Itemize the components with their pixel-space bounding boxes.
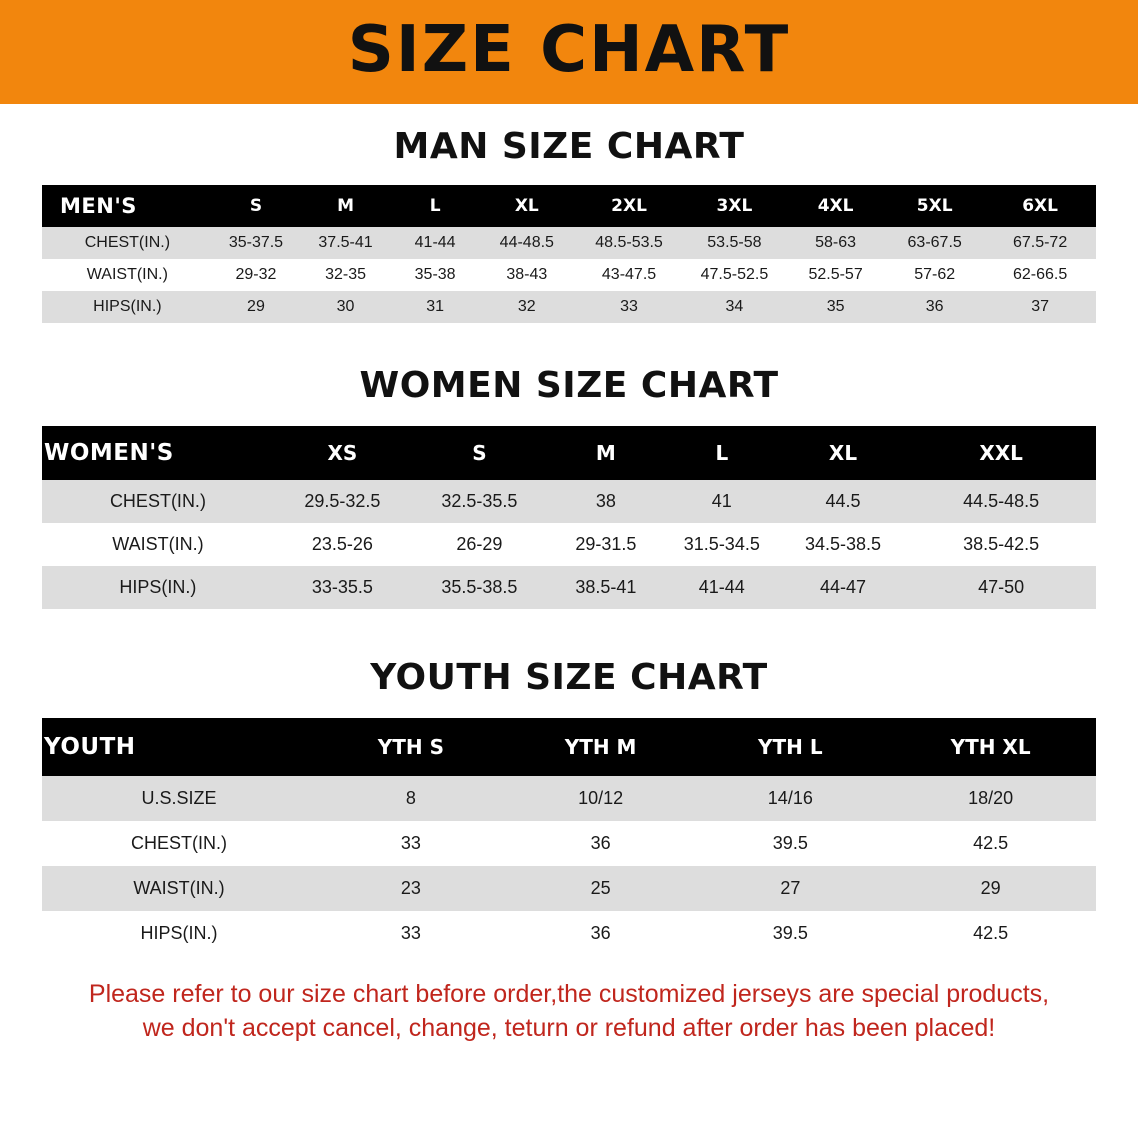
table-header-row <box>42 718 1096 776</box>
youth-ussize-s: 8 <box>316 776 506 821</box>
women-chest-xl: 44.5 <box>780 480 906 523</box>
men-hips-3xl: 34 <box>683 291 786 323</box>
women-size-table <box>42 426 1096 609</box>
women-row-label-waist: WAIST(IN.) <box>42 523 274 566</box>
youth-size-table <box>42 718 1096 956</box>
men-chest-4xl: 58-63 <box>786 227 885 259</box>
men-hips-4xl: 35 <box>786 291 885 323</box>
youth-header-l: YTH L <box>695 718 885 776</box>
men-hips-6xl: 37 <box>984 291 1096 323</box>
youth-hips-s: 33 <box>316 911 506 956</box>
men-header-6xl: 6XL <box>984 185 1096 227</box>
women-waist-xxl: 38.5-42.5 <box>906 523 1096 566</box>
youth-row-label-hips: HIPS(IN.) <box>42 911 316 956</box>
men-chest-xl: 44-48.5 <box>478 227 575 259</box>
men-hips-l: 31 <box>392 291 478 323</box>
table-row <box>42 911 1096 956</box>
men-waist-6xl: 62-66.5 <box>984 259 1096 291</box>
men-waist-m: 32-35 <box>299 259 392 291</box>
youth-waist-xl: 29 <box>885 866 1096 911</box>
men-header-label: MEN'S <box>42 185 213 227</box>
men-chest-l: 41-44 <box>392 227 478 259</box>
youth-waist-m: 25 <box>506 866 696 911</box>
women-waist-xl: 34.5-38.5 <box>780 523 906 566</box>
women-chest-xxl: 44.5-48.5 <box>906 480 1096 523</box>
men-chest-3xl: 53.5-58 <box>683 227 786 259</box>
men-row-label-waist: WAIST(IN.) <box>42 259 213 291</box>
men-hips-xl: 32 <box>478 291 575 323</box>
table-row <box>42 291 1096 323</box>
banner <box>0 0 1138 104</box>
women-hips-xs: 33-35.5 <box>274 566 411 609</box>
men-section-heading: MAN SIZE CHART <box>393 126 745 167</box>
women-row-label-hips: HIPS(IN.) <box>42 566 274 609</box>
table-row <box>42 259 1096 291</box>
men-waist-3xl: 47.5-52.5 <box>683 259 786 291</box>
women-header-label: WOMEN'S <box>42 426 274 480</box>
men-header-xl: XL <box>478 185 575 227</box>
men-table-wrap <box>42 185 1096 323</box>
youth-row-label-ussize: U.S.SIZE <box>42 776 316 821</box>
women-waist-xs: 23.5-26 <box>274 523 411 566</box>
women-chest-m: 38 <box>548 480 664 523</box>
men-header-5xl: 5XL <box>885 185 984 227</box>
men-header-4xl: 4XL <box>786 185 885 227</box>
youth-header-xl: YTH XL <box>885 718 1096 776</box>
women-header-m: M <box>548 426 664 480</box>
table-row <box>42 480 1096 523</box>
disclaimer-line-1: Please refer to our size chart before order,the customized jerseys are special products, <box>88 980 1050 1008</box>
women-hips-s: 35.5-38.5 <box>411 566 548 609</box>
table-row <box>42 866 1096 911</box>
men-hips-5xl: 36 <box>885 291 984 323</box>
women-header-xl: XL <box>780 426 906 480</box>
men-hips-s: 29 <box>213 291 299 323</box>
women-section-heading: WOMEN SIZE CHART <box>359 365 779 406</box>
youth-row-label-waist: WAIST(IN.) <box>42 866 316 911</box>
table-row <box>42 523 1096 566</box>
table-row <box>42 821 1096 866</box>
women-waist-s: 26-29 <box>411 523 548 566</box>
youth-row-label-chest: CHEST(IN.) <box>42 821 316 866</box>
women-chest-l: 41 <box>664 480 780 523</box>
women-header-l: L <box>664 426 780 480</box>
men-chest-2xl: 48.5-53.5 <box>575 227 683 259</box>
men-waist-s: 29-32 <box>213 259 299 291</box>
youth-chest-l: 39.5 <box>695 821 885 866</box>
men-size-table <box>42 185 1096 323</box>
women-header-xxl: XXL <box>906 426 1096 480</box>
men-chest-s: 35-37.5 <box>213 227 299 259</box>
banner-title: SIZE CHART <box>347 13 791 87</box>
youth-chest-xl: 42.5 <box>885 821 1096 866</box>
youth-hips-l: 39.5 <box>695 911 885 956</box>
men-row-label-chest: CHEST(IN.) <box>42 227 213 259</box>
youth-ussize-m: 10/12 <box>506 776 696 821</box>
men-header-m: M <box>299 185 392 227</box>
women-hips-l: 41-44 <box>664 566 780 609</box>
men-header-3xl: 3XL <box>683 185 786 227</box>
women-header-s: S <box>411 426 548 480</box>
youth-waist-s: 23 <box>316 866 506 911</box>
men-hips-2xl: 33 <box>575 291 683 323</box>
women-waist-l: 31.5-34.5 <box>664 523 780 566</box>
youth-section-heading: YOUTH SIZE CHART <box>370 657 768 698</box>
table-row <box>42 776 1096 821</box>
youth-ussize-xl: 18/20 <box>885 776 1096 821</box>
men-waist-2xl: 43-47.5 <box>575 259 683 291</box>
men-waist-l: 35-38 <box>392 259 478 291</box>
men-header-s: S <box>213 185 299 227</box>
youth-hips-m: 36 <box>506 911 696 956</box>
men-waist-xl: 38-43 <box>478 259 575 291</box>
youth-ussize-l: 14/16 <box>695 776 885 821</box>
youth-header-m: YTH M <box>506 718 696 776</box>
women-hips-m: 38.5-41 <box>548 566 664 609</box>
men-waist-4xl: 52.5-57 <box>786 259 885 291</box>
youth-chest-s: 33 <box>316 821 506 866</box>
disclaimer-note <box>38 978 1100 1046</box>
men-hips-m: 30 <box>299 291 392 323</box>
women-chest-s: 32.5-35.5 <box>411 480 548 523</box>
men-chest-m: 37.5-41 <box>299 227 392 259</box>
youth-chest-m: 36 <box>506 821 696 866</box>
men-row-label-hips: HIPS(IN.) <box>42 291 213 323</box>
youth-waist-l: 27 <box>695 866 885 911</box>
women-chest-xs: 29.5-32.5 <box>274 480 411 523</box>
women-table-wrap <box>42 426 1096 609</box>
table-header-row <box>42 185 1096 227</box>
table-row <box>42 566 1096 609</box>
men-chest-5xl: 63-67.5 <box>885 227 984 259</box>
men-waist-5xl: 57-62 <box>885 259 984 291</box>
women-row-label-chest: CHEST(IN.) <box>42 480 274 523</box>
men-chest-6xl: 67.5-72 <box>984 227 1096 259</box>
youth-table-wrap <box>42 718 1096 956</box>
women-hips-xl: 44-47 <box>780 566 906 609</box>
youth-hips-xl: 42.5 <box>885 911 1096 956</box>
table-header-row <box>42 426 1096 480</box>
disclaimer-line-2: we don't accept cancel, change, teturn or refund after order has been placed! <box>142 1013 996 1042</box>
women-header-xs: XS <box>274 426 411 480</box>
women-waist-m: 29-31.5 <box>548 523 664 566</box>
table-row <box>42 227 1096 259</box>
men-header-l: L <box>392 185 478 227</box>
men-header-2xl: 2XL <box>575 185 683 227</box>
youth-header-s: YTH S <box>316 718 506 776</box>
youth-header-label: YOUTH <box>42 718 316 776</box>
women-hips-xxl: 47-50 <box>906 566 1096 609</box>
